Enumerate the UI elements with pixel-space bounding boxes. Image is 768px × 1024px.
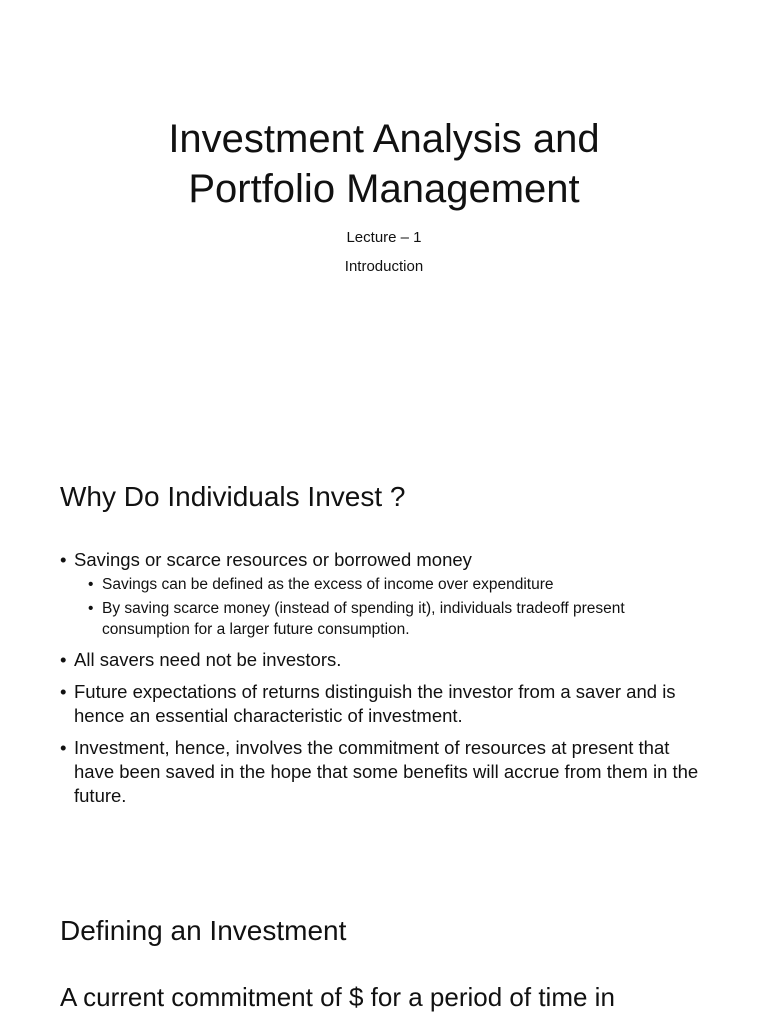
sub-bullet-item: • Savings can be defined as the excess of income over expenditure: [74, 574, 710, 595]
bullet-item: [60, 736, 710, 808]
definition-text: A current commitment of $ for a period of time in: [60, 982, 615, 1012]
title-line-1: Investment Analysis and: [168, 117, 600, 161]
sub-bullet-item: • By saving scarce money (instead of spending it), individuals tradeoff present consumption for a larger future consumption.: [74, 598, 710, 640]
slide-heading: Why Do Individuals Invest ?: [60, 481, 406, 512]
why-invest-slide: [0, 440, 768, 880]
bullet-item: [60, 648, 710, 672]
bullet-text: Future expectations of returns distinguish the investor from a saver and is hence an essential characteristic of investment.: [74, 681, 676, 726]
bullet-list: [60, 548, 710, 816]
presentation-title: [0, 114, 768, 214]
bullet-text: Savings or scarce resources or borrowed money: [74, 549, 472, 570]
bullet-text: All savers need not be investors.: [74, 649, 342, 670]
bullet-item: [60, 680, 710, 728]
lecture-number: Lecture – 1: [346, 229, 422, 246]
title-line-2: Portfolio Management: [188, 167, 580, 211]
slide-heading: Defining an Investment: [60, 915, 347, 946]
defining-investment-slide: [0, 880, 768, 1024]
lecture-topic: Introduction: [344, 258, 424, 275]
bullet-text: Investment, hence, involves the commitment of resources at present that have been saved in the hope that some benefits will accrue from them in the future.: [74, 737, 699, 806]
title-slide: [0, 0, 768, 440]
sub-bullet-list: [74, 574, 710, 640]
bullet-item: [60, 548, 710, 640]
